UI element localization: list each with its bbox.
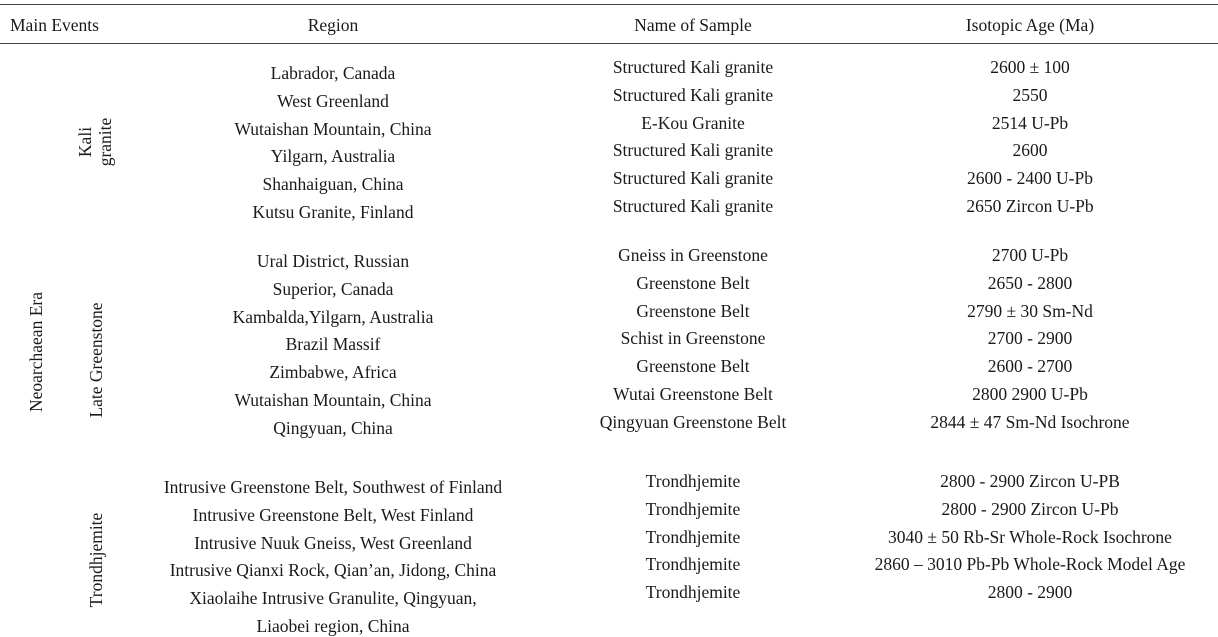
table-cell-sample: Structured Kali granite (612, 140, 774, 161)
group-label (86, 302, 106, 417)
table-cell-sample: Trondhjemite (645, 582, 741, 603)
table-cell-sample: Structured Kali granite (612, 84, 774, 105)
table-cell-region: Xiaolaihe Intrusive Granulite, Qingyuan, (189, 588, 477, 609)
table-cell-region: Intrusive Nuuk Gneiss, West Greenland (194, 532, 472, 553)
table-cell-age: 2844 ± 47 Sm-Nd Isochrone (930, 411, 1130, 432)
table-cell-sample: Greenstone Belt (636, 272, 750, 293)
table-cell-age: 2790 ± 30 Sm-Nd (967, 300, 1093, 321)
table-cell-age: 2600 - 2700 (987, 356, 1073, 377)
group-label-line: Trondhjemite (86, 512, 106, 608)
table-cell-age: 2800 - 2900 (987, 582, 1073, 603)
table-cell-age: 2600 (1012, 140, 1048, 161)
header-rule (0, 43, 1218, 44)
top-rule (0, 4, 1218, 5)
table-cell-region: Ural District, Russian (256, 251, 410, 271)
table-cell-age: 2800 - 2900 Zircon U-PB (940, 471, 1120, 491)
table-cell-region: Brazil Massif (285, 334, 381, 355)
table-cell-sample: Greenstone Belt (636, 356, 750, 377)
table-cell-age: 2650 Zircon U-Pb (966, 196, 1094, 216)
table-cell-sample: Structured Kali granite (612, 168, 774, 189)
table-cell-age: 2650 - 2800 (987, 272, 1073, 293)
table-cell-region: Wutaishan Mountain, China (234, 390, 432, 410)
table-cell-sample: Trondhjemite (645, 554, 741, 575)
table-cell-age: 2600 - 2400 U-Pb (967, 168, 1093, 189)
table-cell-region: Superior, Canada (272, 278, 394, 299)
group-label-line: Kali (75, 126, 95, 158)
table-cell-sample: Gneiss in Greenstone (618, 245, 768, 265)
table-cell-region: Yilgarn, Australia (270, 146, 396, 167)
table-cell-region: Wutaishan Mountain, China (234, 118, 432, 139)
table-cell-age: 2550 (1012, 84, 1048, 105)
table-cell-sample: Trondhjemite (645, 471, 741, 491)
group-label-line: Late Greenstone (86, 302, 106, 418)
header-region: Region (307, 15, 359, 35)
header-main-events: Main Events (10, 15, 99, 35)
table-cell-sample: E-Kou Granite (641, 112, 745, 133)
table-cell-sample: Greenstone Belt (636, 300, 750, 321)
table-cell-sample: Schist in Greenstone (620, 328, 766, 349)
table-cell-region: Intrusive Greenstone Belt, Southwest of Finland (163, 477, 503, 497)
table-cell-sample: Wutai Greenstone Belt (613, 384, 773, 404)
table-cell-age: 2800 - 2900 Zircon U-Pb (941, 498, 1119, 519)
group-label (86, 513, 106, 608)
table-cell-region: Zimbabwe, Africa (269, 362, 397, 383)
table-cell-region: Qingyuan, China (273, 417, 393, 438)
table-cell-region: West Greenland (277, 90, 389, 111)
era-label: Neoarchaean Era (26, 292, 46, 412)
table-cell-region: Intrusive Qianxi Rock, Qian’an, Jidong, China (169, 560, 497, 581)
group-label-line: granite (95, 117, 115, 167)
header-age: Isotopic Age (Ma) (965, 15, 1095, 35)
table-cell-age: 2600 ± 100 (990, 57, 1070, 77)
table-cell-sample: Qingyuan Greenstone Belt (599, 411, 787, 432)
table-cell-age: 2514 U-Pb (991, 112, 1069, 133)
table-cell-age: 2700 U-Pb (991, 245, 1069, 265)
table-cell-region: Intrusive Greenstone Belt, West Finland (192, 504, 474, 525)
table-cell-sample: Trondhjemite (645, 526, 741, 547)
table-cell-sample: Trondhjemite (645, 498, 741, 519)
table-cell-region: Liaobei region, China (256, 616, 410, 636)
table-cell-age: 2860 – 3010 Pb-Pb Whole-Rock Model Age (874, 554, 1186, 575)
table-cell-age: 2700 - 2900 (987, 328, 1073, 349)
table-cell-age: 2800 2900 U-Pb (972, 384, 1088, 404)
table-cell-region: Kutsu Granite, Finland (252, 202, 414, 222)
table-cell-sample: Structured Kali granite (612, 57, 774, 77)
header-sample: Name of Sample (634, 15, 752, 35)
group-label (75, 118, 115, 167)
table-cell-region: Kambalda,Yilgarn, Australia (232, 306, 434, 327)
table-cell-region: Labrador, Canada (270, 63, 396, 83)
table-cell-sample: Structured Kali granite (612, 196, 774, 216)
table-cell-region: Shanhaiguan, China (262, 174, 404, 195)
table-cell-age: 3040 ± 50 Rb-Sr Whole-Rock Isochrone (888, 526, 1172, 547)
